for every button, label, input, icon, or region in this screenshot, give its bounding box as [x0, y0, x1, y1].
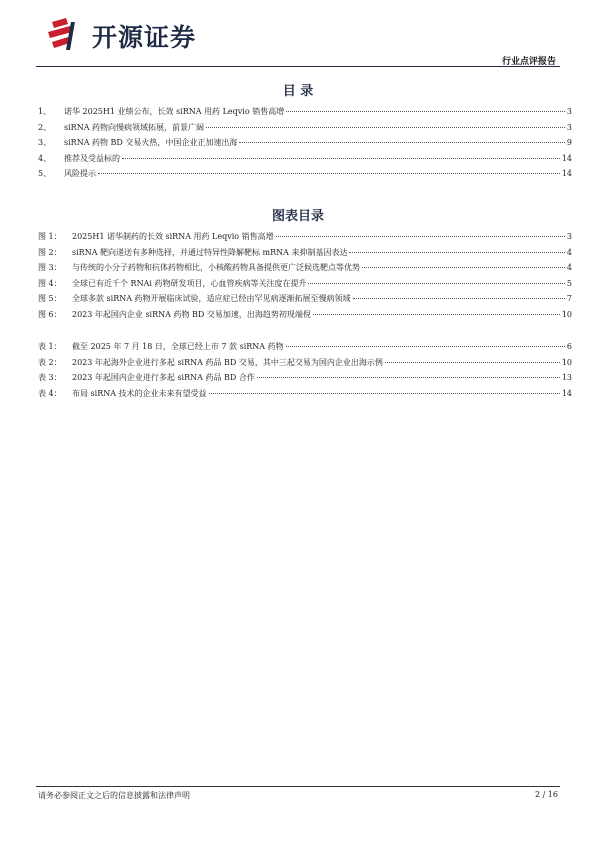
figure-entry-number: 图 3： — [38, 263, 62, 272]
leader-dots — [98, 173, 560, 174]
figure-entry-title: 与传统的小分子药物和抗体药物相比，小核酸药物具备提供更广泛候选靶点等优势 — [72, 263, 360, 272]
toc-entry[interactable] — [38, 137, 572, 153]
header-divider — [36, 66, 560, 67]
toc-entry-page: 9 — [566, 138, 572, 147]
toc-entry-number: 1、 — [38, 107, 52, 116]
toc-entry-title: 推荐及受益标的 — [64, 153, 120, 163]
toc-entry-page: 14 — [561, 153, 572, 163]
toc-entry-page: 3 — [566, 107, 572, 116]
table-entry-title: 2023 年起海外企业进行多起 siRNA 药品 BD 交易，其中三起交易为国内企业出海示例 — [72, 357, 383, 367]
figure-entry-page: 4 — [566, 247, 572, 257]
footer-divider — [36, 786, 560, 787]
leader-dots — [239, 142, 565, 143]
figure-entry-number: 图 4： — [38, 278, 62, 288]
document-type-label: 行业点评报告 — [501, 57, 556, 67]
figure-entry-page: 3 — [566, 232, 572, 241]
figure-entry-page: 4 — [566, 263, 572, 272]
figure-entry-page: 10 — [561, 309, 572, 319]
figure-entry-number: 图 6： — [38, 309, 62, 319]
toc-heading: 目 录 — [282, 84, 314, 99]
table-entry-page: 6 — [566, 342, 572, 351]
logo-text: 开源证券 — [92, 23, 197, 52]
toc-entry-title: 诺华 2025H1 业绩公布，长效 siRNA 用药 Leqvio 销售高增 — [64, 107, 285, 116]
leader-dots — [286, 111, 565, 112]
table-entry-number: 表 3： — [38, 373, 62, 382]
table-entry[interactable] — [38, 341, 572, 357]
leader-dots — [209, 393, 560, 394]
leader-dots — [122, 158, 560, 159]
company-logo — [44, 16, 196, 56]
toc-entry-number: 3、 — [38, 138, 52, 147]
leader-dots — [276, 236, 565, 237]
leader-dots — [286, 346, 565, 347]
table-entry-title: 2023 年起国内企业进行多起 siRNA 药品 BD 合作 — [72, 373, 255, 382]
tables-list — [38, 341, 572, 403]
figure-entry[interactable] — [38, 262, 572, 278]
table-entry-page: 14 — [561, 388, 572, 398]
figure-entry[interactable] — [38, 231, 572, 247]
leader-dots — [257, 377, 560, 378]
leader-dots — [308, 283, 564, 284]
leader-dots — [313, 314, 560, 315]
figure-entry[interactable] — [38, 309, 572, 325]
toc-entry[interactable] — [38, 106, 572, 122]
toc-entry-number: 2、 — [38, 122, 52, 132]
table-entry[interactable] — [38, 357, 572, 373]
table-entry[interactable] — [38, 372, 572, 388]
toc-entry-number: 5、 — [38, 169, 52, 178]
toc-entry-page: 14 — [561, 169, 572, 178]
figure-entry-title: 全球已有近千个 RNAi 药物研发项目，心血管疾病等关注度在提升 — [72, 278, 307, 288]
toc-list — [38, 106, 572, 184]
table-entry-page: 13 — [561, 373, 572, 382]
table-entry-number: 表 4： — [38, 388, 62, 398]
toc-entry-title: 风险提示 — [64, 169, 96, 178]
figure-entry-title: siRNA 靶向递送有多种选择，并通过特异性降解靶标 mRNA 来抑制基因表达 — [72, 247, 348, 257]
figure-entry-title: 2025H1 诺华制药的长效 siRNA 用药 Leqvio 销售高增 — [72, 232, 274, 241]
table-entry-number: 表 1： — [38, 342, 62, 351]
figure-entry[interactable] — [38, 293, 572, 309]
table-entry-title: 布局 siRNA 技术的企业未来有望受益 — [72, 388, 207, 398]
toc-entry[interactable] — [38, 122, 572, 138]
figure-entry-number: 图 1： — [38, 232, 62, 241]
page-number: 2 / 16 — [534, 790, 558, 799]
leader-dots — [206, 127, 565, 128]
toc-entry-page: 3 — [566, 122, 572, 132]
figure-entry[interactable] — [38, 247, 572, 263]
toc-entry-number: 4、 — [38, 153, 52, 163]
toc-entry[interactable] — [38, 168, 572, 184]
figure-entry[interactable] — [38, 278, 572, 294]
table-entry[interactable] — [38, 388, 572, 404]
figure-entry-page: 7 — [566, 294, 572, 303]
leader-dots — [353, 298, 565, 299]
footer-disclaimer: 请务必参阅正文之后的信息披露和法律声明 — [38, 791, 190, 800]
logo-mark-icon — [44, 16, 88, 56]
figures-heading: 图表目录 — [271, 209, 324, 224]
table-entry-number: 表 2： — [38, 357, 62, 367]
figure-entry-number: 图 5： — [38, 294, 62, 303]
table-entry-page: 10 — [561, 357, 572, 367]
toc-entry-title: siRNA 药物向慢病领域拓展，前景广阔 — [64, 122, 205, 132]
toc-entry-title: siRNA 药物 BD 交易火热，中国企业正加速出海 — [64, 138, 238, 147]
leader-dots — [362, 267, 565, 268]
table-entry-title: 截至 2025 年 7 月 18 日，全球已经上市 7 款 siRNA 药物 — [72, 342, 284, 351]
leader-dots — [349, 252, 564, 253]
figures-list — [38, 231, 572, 324]
figure-entry-number: 图 2： — [38, 247, 62, 257]
figure-entry-page: 5 — [566, 278, 572, 288]
figure-entry-title: 2023 年起国内企业 siRNA 药物 BD 交易加速，出海趋势初现端倪 — [72, 309, 311, 319]
toc-entry[interactable] — [38, 153, 572, 169]
figure-entry-title: 全球多款 siRNA 药物开展临床试验，适应症已经由罕见病逐渐拓展至慢病领域 — [72, 294, 351, 303]
leader-dots — [385, 362, 560, 363]
